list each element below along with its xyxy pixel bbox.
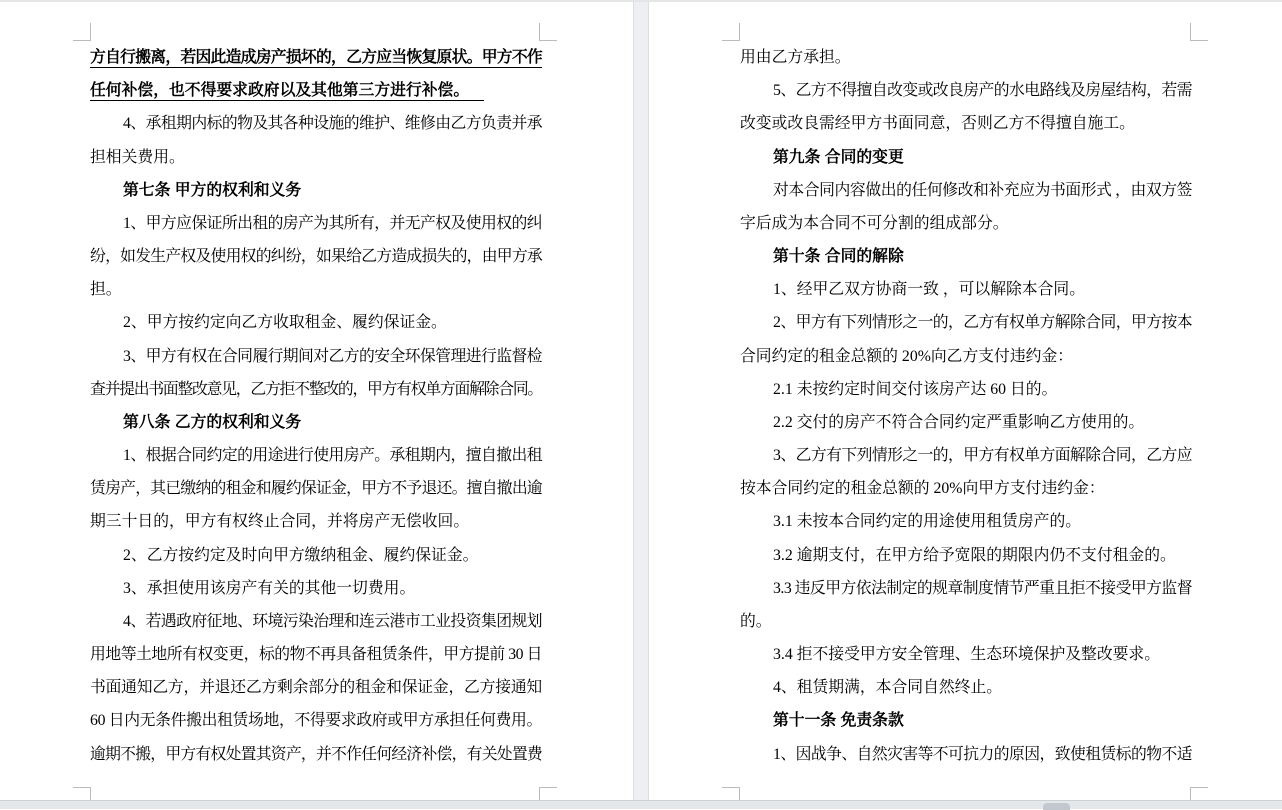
text-line-content: 2、乙方按约定及时向甲方缴纳租金、履约保证金。 [123, 546, 479, 564]
text-line-content: 担相关费用。 [90, 148, 185, 166]
text-line-content: 3、甲方有权在合同履行期间对乙方的安全环保管理进行监督检 [123, 347, 542, 365]
text-line-content: 1、根据合同约定的用途进行使用房产。承租期内，擅自撤出租 [123, 447, 542, 465]
text-line [90, 207, 542, 240]
text-line-content: 4、若遇政府征地、环境污染治理和连云港市工业投资集团规划 [123, 612, 542, 630]
text-line [740, 505, 1192, 538]
text-line-content: 对本合同内容做出的任何修改和补充应为书面形式 ，由双方签 [773, 181, 1192, 199]
text-line-content: 4、承租期内标的物及其各种设施的维护、维修由乙方负责并承 [123, 115, 542, 133]
text-line [90, 472, 542, 505]
text-line-content: 第九条 合同的变更 [773, 148, 904, 166]
text-line-content: 字后成为本合同不可分割的组成部分。 [740, 214, 1009, 232]
text-line [90, 505, 542, 538]
text-line-content: 1、经甲乙双方协商一致 ，可以解除本合同。 [773, 281, 1085, 299]
text-line [740, 340, 1192, 373]
page-2-text [740, 41, 1192, 771]
text-line [90, 572, 542, 605]
text-line-content: 3.1 未按本合同约定的用途使用租赁房产的。 [773, 513, 1082, 531]
text-line-content: 合同约定的租金总额的 20%向乙方支付违约金： [740, 347, 1074, 365]
text-line-content: 3.3 违反甲方依法制定的规章制度情节严重且拒不接受甲方监督 [773, 579, 1192, 597]
text-line [90, 539, 542, 572]
text-line [740, 174, 1192, 207]
text-line-content: 2.2 交付的房产不符合合同约定严重影响乙方使用的。 [773, 413, 1145, 431]
text-line [740, 273, 1192, 306]
text-line [90, 74, 542, 107]
text-line [740, 605, 1192, 638]
text-line [740, 638, 1192, 671]
text-line [90, 373, 542, 406]
text-line-content: 查并提出书面整改意见，乙方拒不整改的，甲方有权单方面解除合同。 [90, 380, 542, 398]
text-line-content: 第七条 甲方的权利和义务 [123, 181, 302, 199]
crop-mark-icon [73, 23, 91, 41]
text-line-content: 任何补偿，也不得要求政府以及其他第三方进行补偿。 [90, 82, 484, 101]
text-line [90, 41, 542, 74]
text-line-content: 书面通知乙方，并退还乙方剩余部分的租金和保证金，乙方接通知 [90, 679, 542, 697]
text-line-content: 3、承担使用该房产有关的其他一切费用。 [123, 579, 416, 597]
text-line [90, 738, 542, 771]
text-line [740, 738, 1192, 771]
text-line [740, 671, 1192, 704]
text-line [740, 439, 1192, 472]
page-gap [633, 2, 649, 800]
text-line-content: 2.1 未按约定时间交付该房产达 60 日的。 [773, 380, 1058, 398]
text-line [90, 273, 542, 306]
text-line-content: 担。 [90, 281, 122, 299]
text-line [740, 74, 1192, 107]
text-line-content: 第十条 合同的解除 [773, 248, 904, 266]
text-line [740, 406, 1192, 439]
text-line-content: 1、因战争、自然灾害等不可抗力的原因，致使租赁标的物不适 [773, 745, 1192, 763]
text-line-content: 第八条 乙方的权利和义务 [123, 413, 302, 431]
text-line [90, 340, 542, 373]
crop-mark-icon [539, 23, 557, 41]
text-line [90, 174, 542, 207]
text-line [740, 306, 1192, 339]
text-line [90, 439, 542, 472]
text-line [90, 141, 542, 174]
text-line [740, 373, 1192, 406]
horizontal-scrollbar[interactable] [0, 800, 1282, 809]
crop-mark-icon [722, 23, 740, 41]
text-line-content: 4、租赁期满，本合同自然终止。 [773, 679, 1003, 697]
text-line [740, 704, 1192, 737]
text-line-content: 3、乙方有下列情形之一的，甲方有权单方面解除合同，乙方应 [773, 447, 1192, 465]
text-line-content: 用由乙方承担。 [740, 49, 851, 66]
text-line-content: 按本合同约定的租金总额的 20%向甲方支付违约金： [740, 480, 1105, 498]
text-line-content: 2、甲方按约定向乙方收取租金、履约保证金。 [123, 314, 447, 332]
page-1-text [90, 41, 542, 771]
text-line [740, 141, 1192, 174]
text-line [90, 306, 542, 339]
text-line-content: 改变或改良需经甲方书面同意，否则乙方不得擅自施工。 [740, 115, 1135, 133]
text-line-content: 2、甲方有下列情形之一的，乙方有权单方解除合同，甲方按本 [773, 314, 1192, 332]
text-line [90, 671, 542, 704]
text-line [90, 704, 542, 737]
text-line-content: 纷，如发生产权及使用权的纠纷，如果给乙方造成损失的，由甲方承 [90, 248, 542, 266]
text-line-content: 方自行搬离，若因此造成房产损坏的，乙方应当恢复原状。甲方不作 [90, 49, 542, 66]
text-line [740, 107, 1192, 140]
text-line-content: 3.2 逾期支付，在甲方给予宽限的期限内仍不支付租金的。 [773, 546, 1176, 564]
text-line-content: 5、乙方不得擅自改变或改良房产的水电路线及房屋结构，若需 [773, 82, 1192, 100]
text-line-content: 逾期不搬，甲方有权处置其资产，并不作任何经济补偿，有关处置费 [90, 745, 542, 763]
text-line [740, 539, 1192, 572]
text-line [740, 207, 1192, 240]
text-line-content: 赁房产，其已缴纳的租金和履约保证金，甲方不予退还。擅自撤出逾 [90, 480, 542, 498]
text-line [740, 240, 1192, 273]
text-line-content: 3.4 拒不接受甲方安全管理、生态环境保护及整改要求。 [773, 646, 1161, 664]
text-line-content: 的。 [740, 612, 772, 630]
text-line [740, 41, 1192, 74]
text-line [90, 406, 542, 439]
text-line-content: 用地等土地所有权变更，标的物不再具备租赁条件，甲方提前 30 日 [90, 646, 542, 664]
text-line [90, 240, 542, 273]
crop-mark-icon [1190, 23, 1208, 41]
text-line-content: 1、甲方应保证所出租的房产为其所有，并无产权及使用权的纠 [123, 214, 542, 232]
text-line [740, 472, 1192, 505]
text-line-content: 期三十日的，甲方有权终止合同，并将房产无偿收回。 [90, 513, 470, 531]
text-line-content: 第十一条 免责条款 [773, 712, 904, 730]
text-line [90, 605, 542, 638]
text-line [90, 107, 542, 140]
text-line-content: 60 日内无条件搬出租赁场地，不得要求政府或甲方承担任何费用。 [90, 712, 542, 730]
text-line [740, 572, 1192, 605]
text-line [90, 638, 542, 671]
